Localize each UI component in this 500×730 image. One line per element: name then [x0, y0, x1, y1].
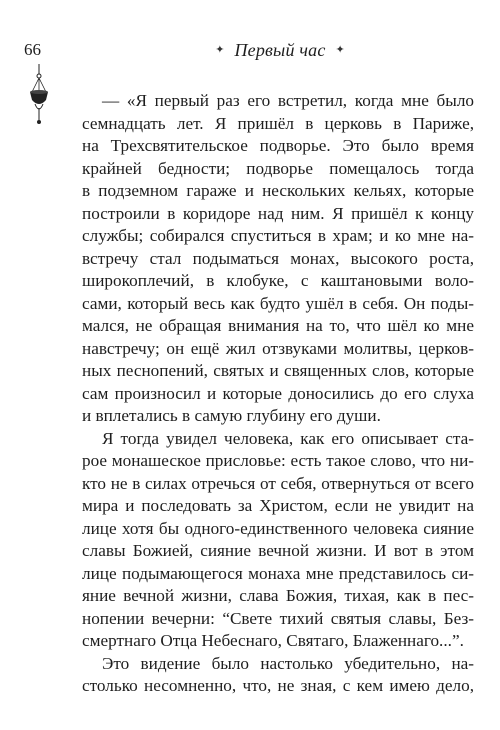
text-line: на Трехсвятительское подворье. Это было время [82, 136, 474, 155]
text-line: навстречу; он ещё жил отзвуками молитвы, церков- [82, 338, 474, 358]
text-line: смертнаго Отца Небеснаго, Святаго, Блаженнаго...”. [82, 631, 464, 650]
header-title: Первый час [234, 39, 326, 60]
text-line: лице подымающегося монаха мне представилось си- [82, 563, 474, 583]
text-line: столько несомненно, что, не зная, с кем имею дело, [82, 676, 474, 695]
text-line: мался, не обращая внимания на то, что шёл ко мне [82, 316, 474, 335]
text-line: рое монашеское присловье: есть такое слово, что ни- [82, 451, 474, 470]
text-line: — «Я первый раз его встретил, когда мне было [102, 91, 474, 110]
text-line: сам произносил и которые доносились до его слуха [82, 383, 474, 403]
text-line: службы; собирался спуститься в храм; и ко мне на- [82, 226, 474, 245]
text-line: семнадцать лет. Я пришёл в церковь в Париже, [82, 113, 474, 133]
text-line: нопении вечерни: “Свете тихий святыя славы, Без- [82, 608, 474, 628]
text-line: построили в коридоре над ним. Я пришёл к концу [82, 203, 474, 223]
text-line: Я тогда увидел человека, как его описывает ста- [102, 428, 474, 448]
hanging-lampada-icon [26, 64, 52, 128]
text-line: лице хотя бы одного-единственного человека сияние [82, 518, 474, 538]
text-line: широкоплечий, в клобуке, с каштановыми воло- [82, 271, 474, 290]
text-line: Это видение было настолько убедительно, на- [102, 653, 474, 673]
text-line: яние вечной жизни, слава Божия, тихая, как в пес- [82, 586, 474, 605]
text-line: встречу стал подыматься монах, высокого роста, [82, 248, 474, 268]
text-line: ных песнопений, святых и священных слов, которые [82, 361, 474, 380]
text-line: крайней бедности; подворье помещалось тогда [82, 158, 474, 178]
running-header [180, 38, 380, 62]
header-left-ornament: ✦ [215, 43, 225, 56]
text-line: и вплетались в самую глубину его души. [82, 406, 381, 425]
body-text [82, 90, 474, 698]
page-number: 66 [24, 40, 41, 59]
text-line: сами, который весь как будто ушёл в себя. Он поды- [82, 293, 474, 313]
text-line: в подземном гараже и нескольких кельях, которые [82, 181, 474, 200]
text-line: кто не в силах отречься от себя, отвернуться от всего [82, 473, 474, 493]
text-line: мира и последовать за Христом, если не увидит на [82, 496, 474, 515]
text-line: славы Божией, сияние вечной жизни. И вот в этом [82, 541, 474, 560]
header-right-ornament: ✦ [335, 43, 345, 56]
